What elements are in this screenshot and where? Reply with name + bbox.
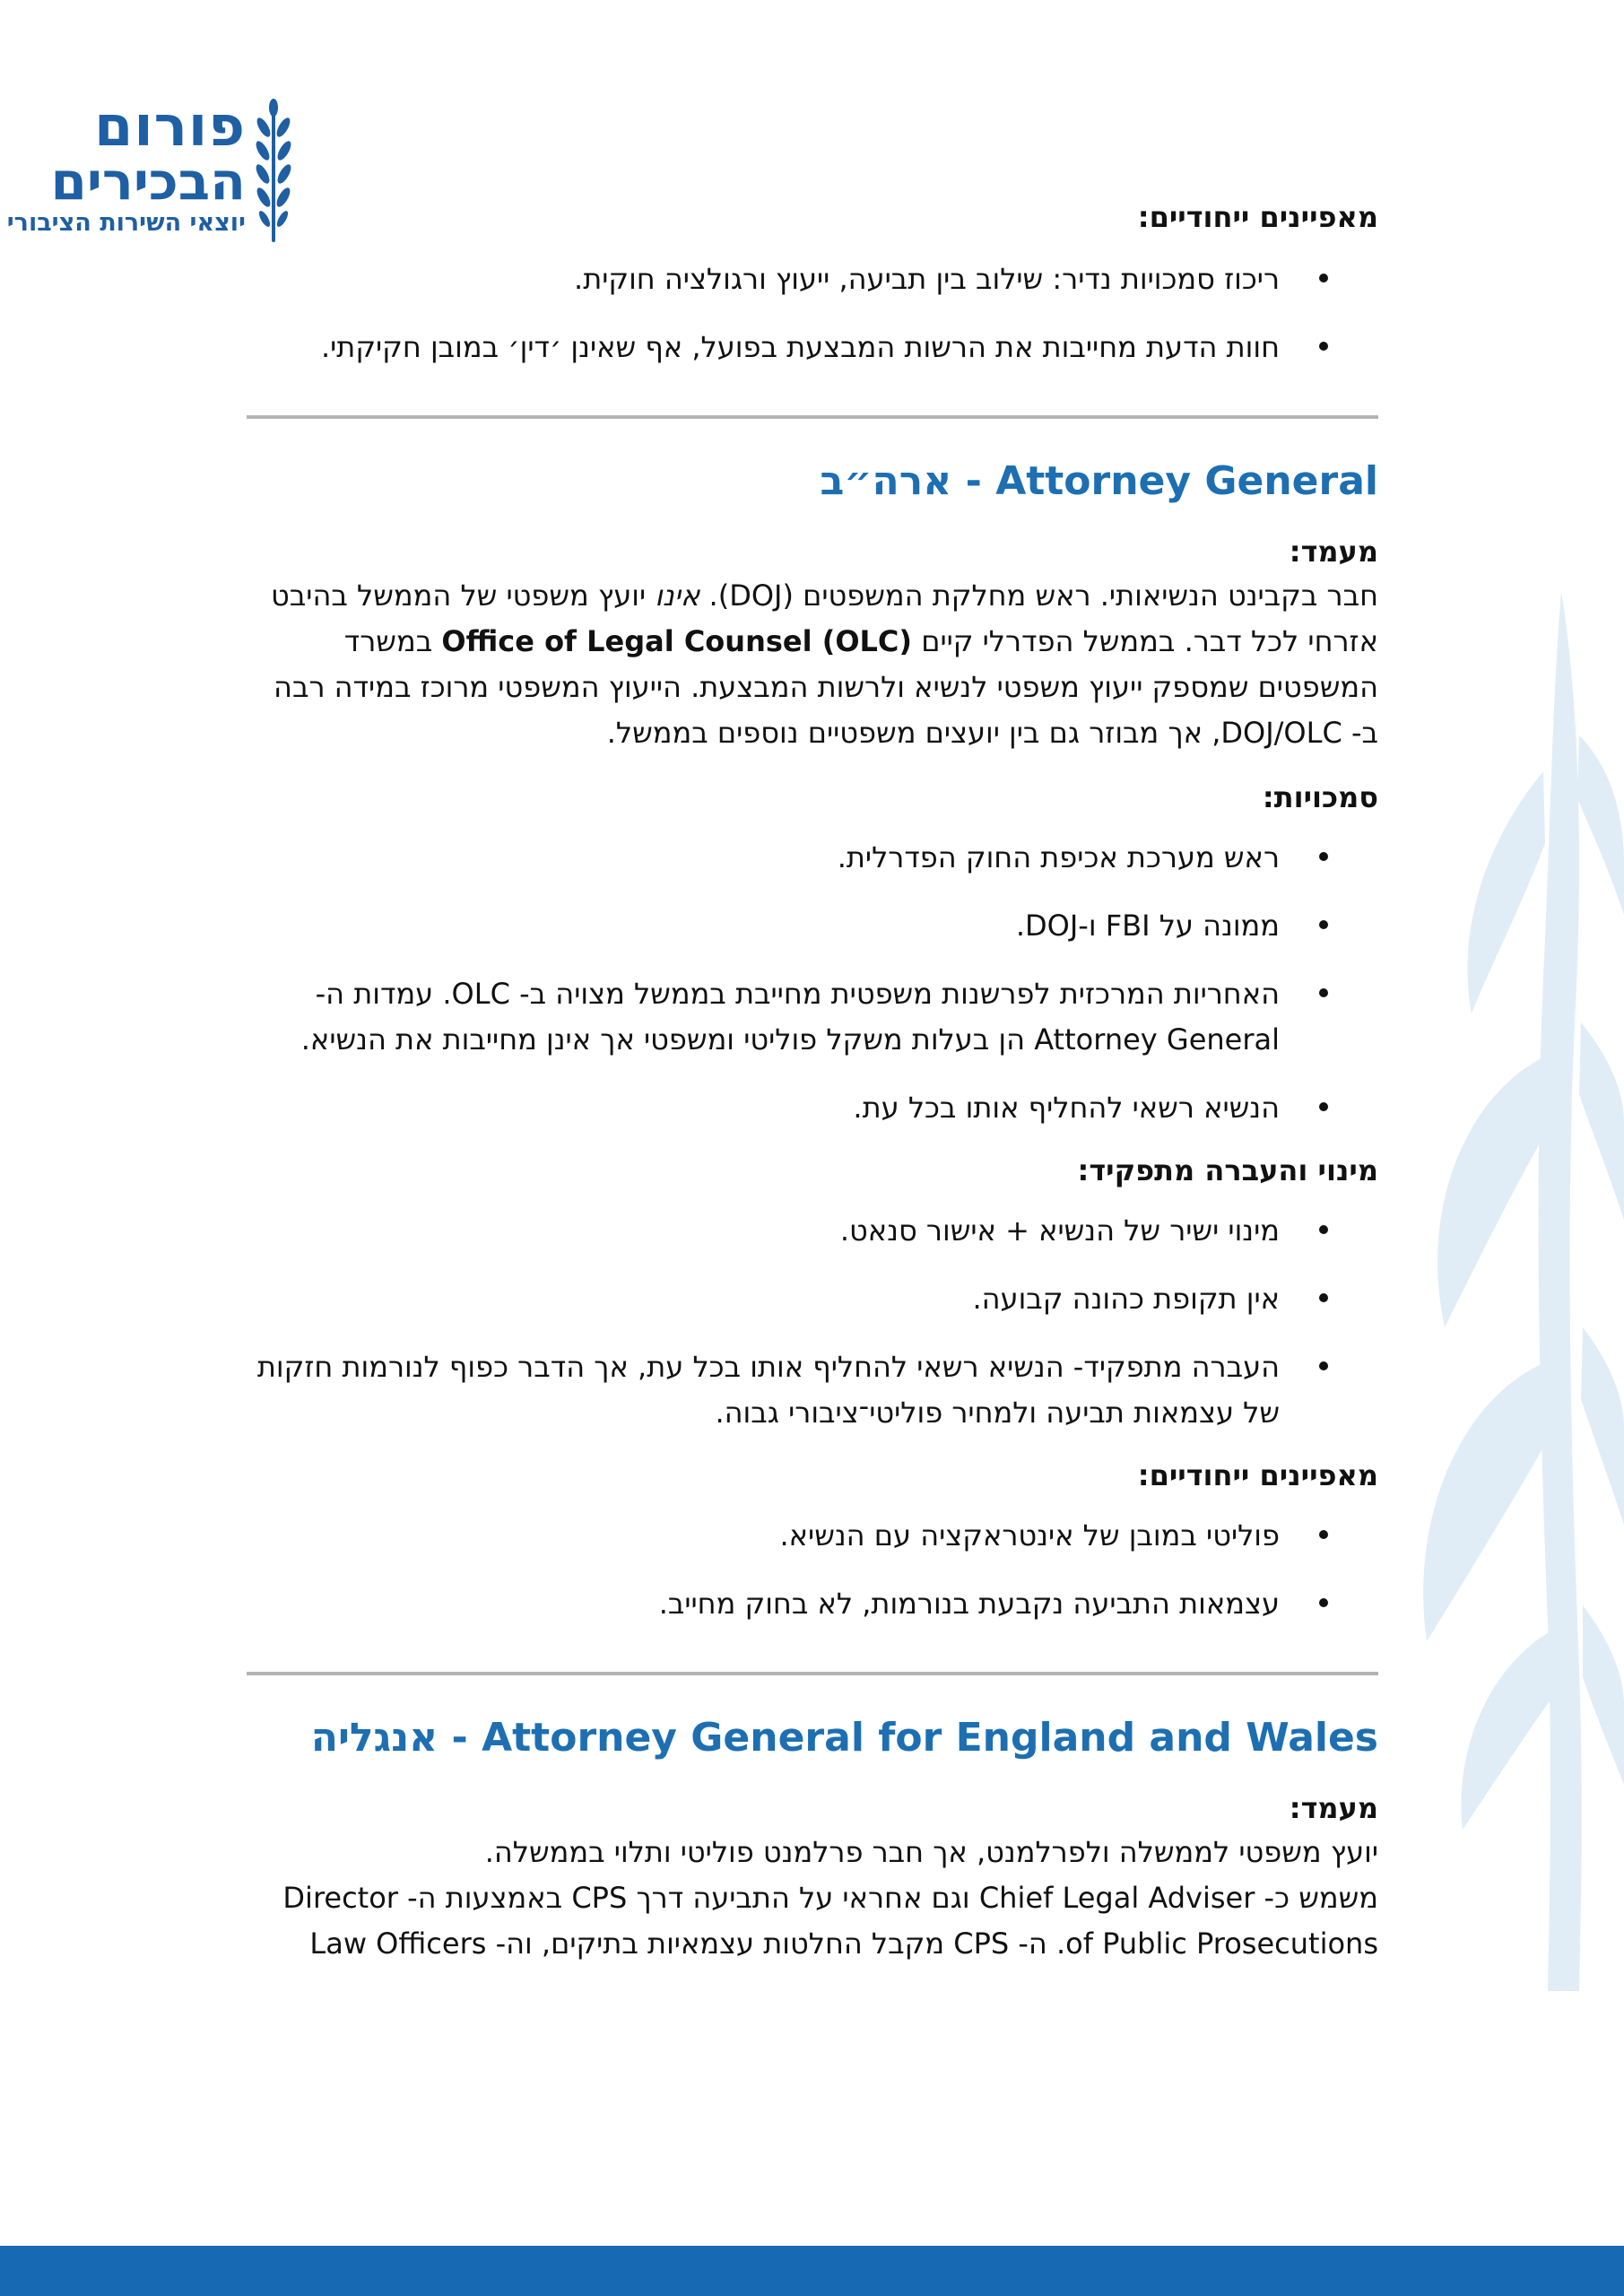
document-body xyxy=(247,196,1378,1967)
list-item: חוות הדעת מחייבות את הרשות המבצעת בפועל, אף שאינן ׳דין׳ במובן חקיקתי. xyxy=(247,325,1378,370)
features-heading: מאפיינים ייחודיים: xyxy=(1137,200,1378,234)
list-item: ריכוז סמכויות נדיר: שילוב בין תביעה, ייעוץ ורגולציה חוקית. xyxy=(247,257,1378,302)
section-divider xyxy=(247,415,1378,419)
bullet-icon xyxy=(1319,342,1328,351)
bullet-icon xyxy=(1319,1293,1328,1302)
bullet-icon xyxy=(1319,920,1328,929)
uk-status-line-1: יועץ משפטי לממשלה ולפרלמנט, אך חבר פרלמנט פוליטי ותלוי בממשלה. xyxy=(484,1835,1378,1869)
list-item: פוליטי במובן של אינטראקציה עם הנשיא. xyxy=(247,1513,1378,1559)
section-title-usa: Attorney General - ארה״ב xyxy=(820,458,1378,504)
list-item: ממונה על FBI ו-DOJ. xyxy=(247,903,1378,949)
bullet-icon xyxy=(1319,274,1328,283)
list-item: ראש מערכת אכיפת החוק הפדרלית. xyxy=(247,835,1378,881)
uk-status-line-2: משמש כ- Chief Legal Adviser וגם אחראי על התביעה דרך CPS באמצעות ה- Director of Public Prosecutions. ה- CPS מקבל החלטות עצמאיות בתיקים, וה- Law Officers xyxy=(282,1881,1378,1961)
list-item: אין תקופת כהונה קבועה. xyxy=(247,1276,1378,1322)
bullet-icon xyxy=(1319,1530,1328,1539)
appointment-list xyxy=(247,1208,1378,1436)
logo-line-2: הבכירים xyxy=(50,151,246,212)
bullet-icon xyxy=(1319,852,1328,861)
leaf-watermark-icon xyxy=(1391,592,1624,1991)
list-item: הנשיא רשאי להחליף אותו בכל עת. xyxy=(247,1085,1378,1131)
bullet-icon xyxy=(1319,1102,1328,1111)
list-item: האחריות המרכזית לפרשנות משפטית מחייבת בממשל מצויה ב- OLC. עמדות ה- Attorney General הן בעלות משקל פוליטי ומשפטי אך אינן מחייבות את הנשיא. xyxy=(247,971,1378,1063)
features-list xyxy=(247,257,1378,370)
list-item: עצמאות התביעה נקבעת בנורמות, לא בחוק מחייב. xyxy=(247,1581,1378,1627)
status-paragraph: חבר בקבינט הנשיאותי. ראש מחלקת המשפטים (DOJ). אינו יועץ משפטי של הממשל בהיבט אזרחי לכל דבר. בממשל הפדרלי קיים Office of Legal Counsel (OLC) במשרד המשפטים שמספק ייעוץ משפטי לנשיא ולרשות המבצעת. הייעוץ המשפטי מרוכז במידה רבה ב- DOJ/OLC, אך מבוזר גם בין יועצים משפטיים נוספים בממשל. xyxy=(271,578,1378,750)
list-item: העברה מתפקיד- הנשיא רשאי להחליף אותו בכל עת, אך הדבר כפוף לנורמות חזקות של עצמאות תביעה ולמחיר פוליטי־ציבורי גבוה. xyxy=(247,1344,1378,1436)
status-heading: מעמד: xyxy=(1289,535,1378,569)
usa-features-heading: מאפיינים ייחודיים: xyxy=(1137,1458,1378,1492)
logo-line-3: יוצאי השירות הציבורי xyxy=(6,209,246,237)
usa-features-list xyxy=(247,1513,1378,1627)
footer-bar xyxy=(0,2246,1624,2296)
appointment-heading: מינוי והעברה מתפקיד: xyxy=(1077,1153,1378,1187)
section-divider xyxy=(247,1672,1378,1675)
bullet-icon xyxy=(1319,1361,1328,1370)
powers-heading: סמכויות: xyxy=(1262,780,1378,814)
bullet-icon xyxy=(1319,988,1328,997)
uk-status-heading: מעמד: xyxy=(1289,1791,1378,1825)
powers-list xyxy=(247,835,1378,1131)
bullet-icon xyxy=(1319,1225,1328,1234)
bullet-icon xyxy=(1319,1598,1328,1607)
list-item: מינוי ישיר של הנשיא + אישור סנאט. xyxy=(247,1208,1378,1254)
logo-line-1: פורום xyxy=(94,93,246,159)
section-title-uk: Attorney General for England and Wales - אנגליה xyxy=(310,1715,1378,1761)
logo-text xyxy=(6,93,246,239)
